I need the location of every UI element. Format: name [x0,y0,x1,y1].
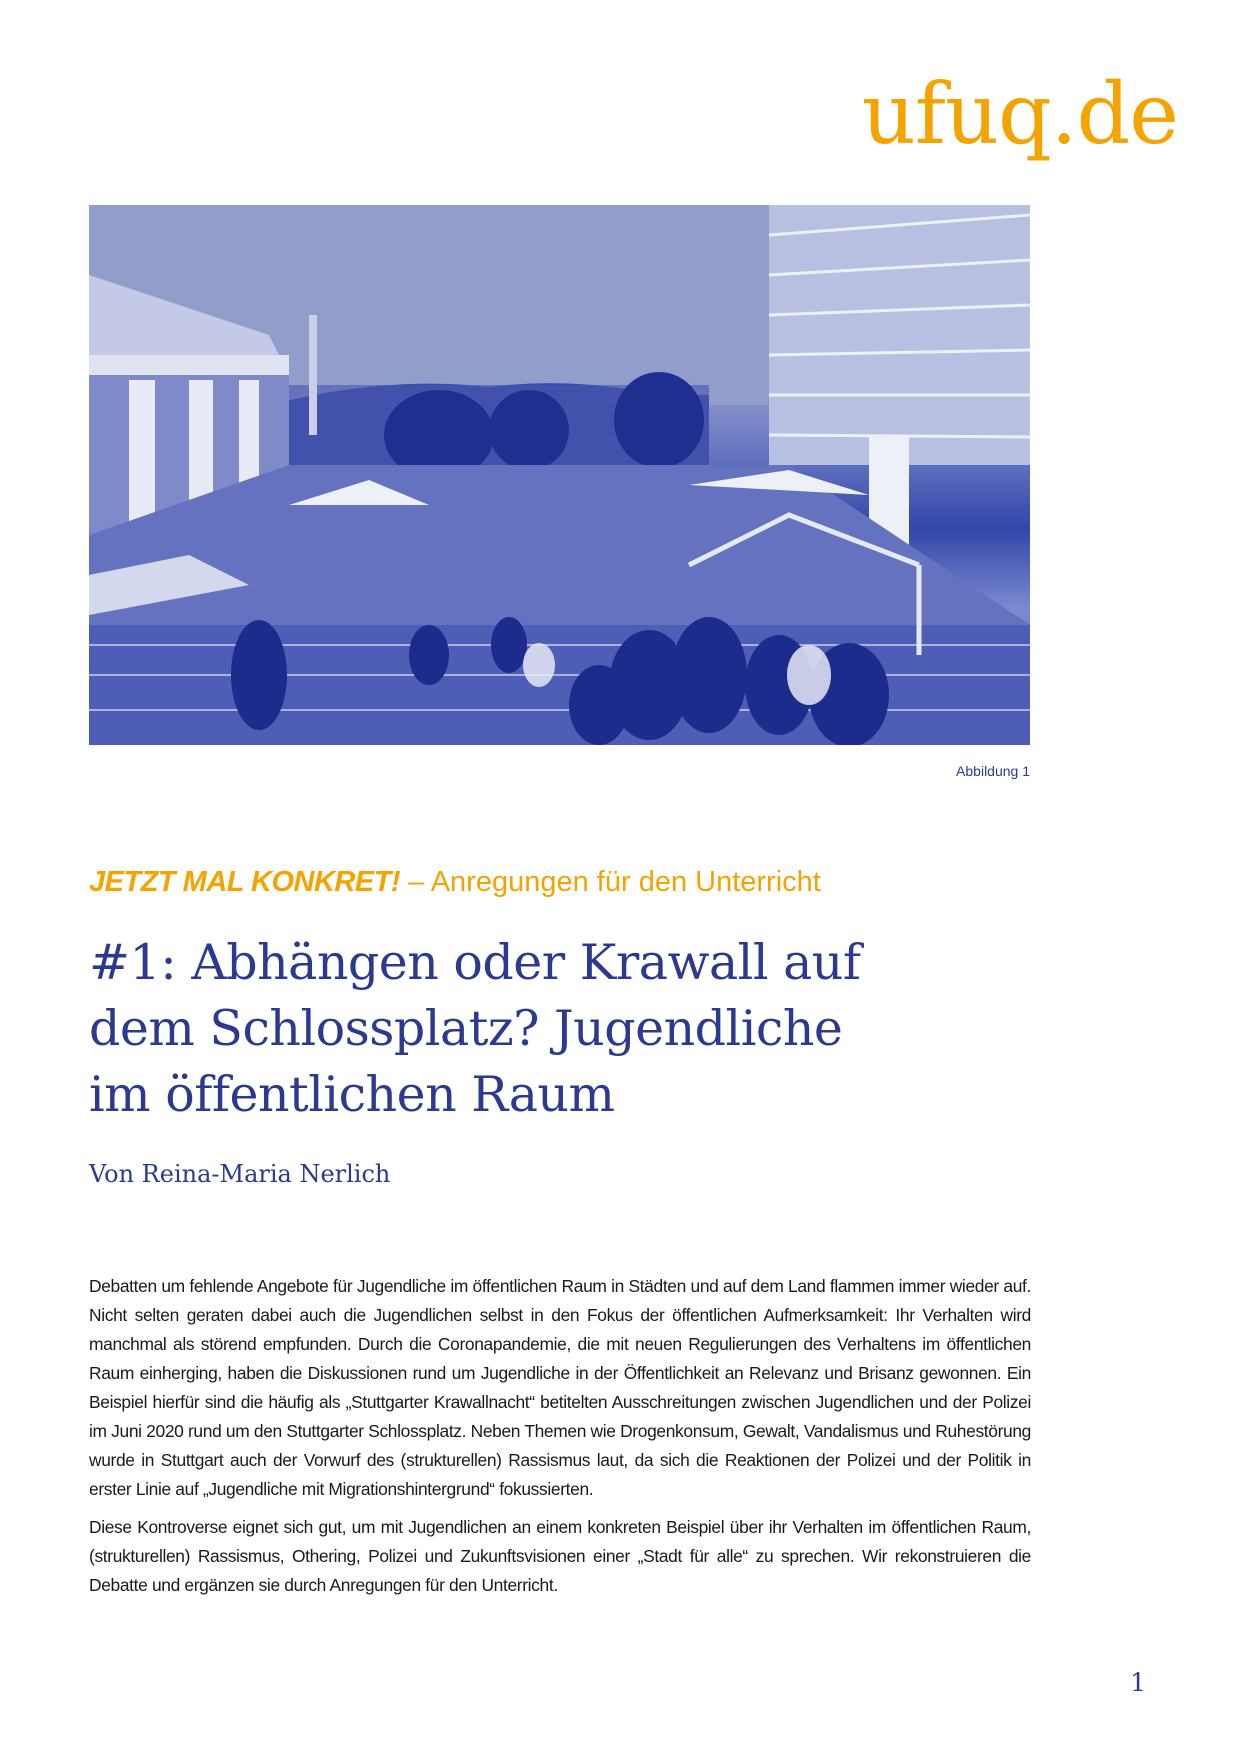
schlossplatz-photo [89,205,1030,745]
kicker-subtitle: – Anregungen für den Unterricht [400,866,821,898]
kicker-bold: JETZT MAL KONKRET! [89,866,401,898]
author-byline: Von Reina-Maria Nerlich [89,1160,391,1188]
title-line: dem Schlossplatz? Jugendliche [89,1000,843,1057]
paragraph: Diese Kontroverse eignet sich gut, um mit Jugendlichen an einem konkreten Beispiel über ihr Verhalten im öffentlichen Raum, (strukturellen) Rassismus, Othering, Polizei und Zukunftsvisionen einer „Stadt für alle“ zu sprechen. Wir rekonstruieren die Debatte und ergänzen sie durch Anregungen für den Unterricht. [89,1517,1031,1595]
photo-illustration [89,205,1030,745]
page-number: 1 [1130,1668,1146,1697]
paragraph: Debatten um fehlende Angebote für Jugendliche im öffentlichen Raum in Städten und auf dem Land flammen immer wieder auf. Nicht selten geraten dabei auch die Jugendlichen selbst in den Fokus der öffentlichen Aufmerksamkeit: Ihr Verhalten wird manchmal als störend empfunden. Durch die Coronapandemie, die mit neuen Regulierungen des Verhaltens im öffentlichen Raum einherging, haben die Diskussionen rund um Jugendliche in der Öffentlichkeit an Relevanz und Brisanz gewonnen. Ein Beispiel hierfür sind die häufig als „Stuttgarter Krawallnacht“ betitelten Ausschreitungen zwischen Jugendlichen und der Polizei im Juni 2020 rund um den Stuttgarter Schlossplatz. Neben Themen wie Drogenkonsum, Gewalt, Vandalismus und Ruhestörung wurde in Stuttgart auch der Vorwurf des (strukturellen) Rassismus laut, da sich die Reaktionen der Polizei und der Politik in erster Linie auf „Jugendliche mit Migrationshintergrund“ fokussierten. [89,1276,1031,1499]
section-kicker [89,866,821,899]
article-body [89,1272,1031,1609]
title-line: im öffentlichen Raum [89,1066,615,1123]
title-line: #1: Abhängen oder Krawall auf [89,934,861,991]
article-title [89,930,1029,1128]
ufuq-logo: ufuq.de [861,65,1178,163]
figure-caption: Abbildung 1 [956,763,1030,779]
